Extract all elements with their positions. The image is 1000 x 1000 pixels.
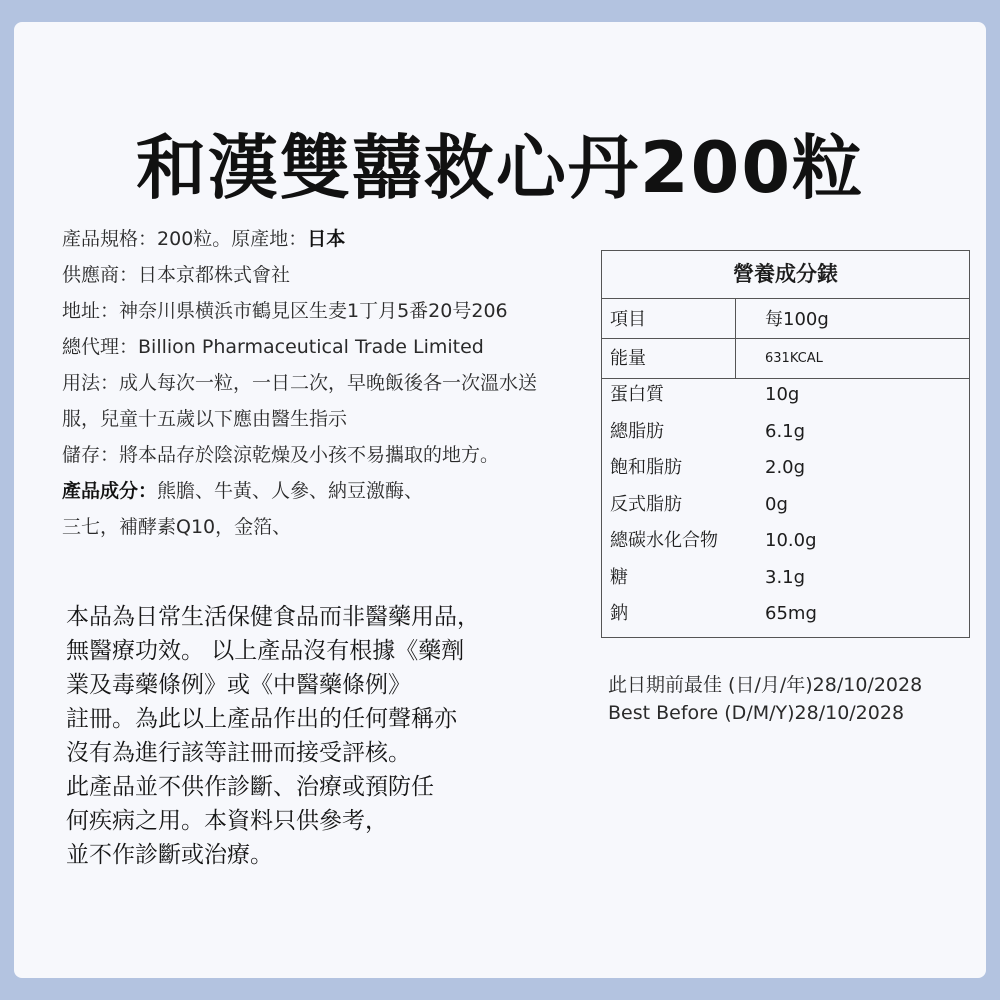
column-per-label: 每100g (765, 309, 829, 330)
nutrient-name: 總碳水化合物 (610, 530, 718, 551)
spec-label: 產品規格： (62, 228, 158, 250)
nutrient-name: 糖 (610, 567, 628, 588)
nutrient-row (602, 560, 969, 596)
address-line: 地址：神奈川県横浜市鶴見区生麦1丁月5番20号206 (62, 300, 508, 322)
best-before-zh: 此日期前最佳 (日/月/年)28/10/2028 (608, 674, 923, 696)
best-before-en: Best Before (D/M/Y)28/10/2028 (608, 702, 905, 724)
nutrient-name: 鈉 (610, 603, 628, 624)
usage-line-1: 用法：成人每次一粒，一日二次，早晚飯後各一次溫水送 (62, 372, 538, 394)
nutrient-row (602, 450, 969, 486)
origin-value: 日本 (307, 228, 346, 250)
disclaimer-line: 並不作診斷或治療。 (66, 842, 273, 868)
agent-line: 總代理：Billion Pharmaceutical Trade Limited (62, 336, 484, 358)
column-item-label: 項目 (610, 309, 646, 330)
nutrient-row (602, 377, 969, 413)
usage-line-2: 服，兒童十五歲以下應由醫生指示 (62, 408, 348, 430)
nutrient-name: 總脂肪 (610, 421, 664, 442)
product-title: 和漢雙囍救心丹200粒 (135, 127, 865, 209)
nutrient-value: 65mg (765, 603, 817, 624)
disclaimer-line: 何疾病之用。本資料只供參考， (66, 808, 388, 834)
row-divider (602, 338, 969, 339)
energy-row (602, 341, 969, 377)
supplier-line: 供應商：日本京都株式會社 (62, 264, 291, 286)
nutrient-row (602, 523, 969, 559)
spec-value: 200粒。原產地： (157, 228, 308, 250)
nutrient-value: 10.0g (765, 530, 817, 551)
disclaimer-line: 此產品並不供作診斷、治療或預防任 (66, 774, 434, 800)
disclaimer-line: 註冊。為此以上產品作出的任何聲稱亦 (66, 706, 457, 732)
spec-line (62, 224, 345, 251)
nutrient-row (602, 414, 969, 450)
disclaimer (66, 600, 546, 872)
nutrient-value: 10g (765, 384, 800, 405)
energy-label: 能量 (610, 348, 646, 369)
disclaimer-line: 無醫療功效。 以上產品沒有根據《藥劑 (66, 638, 465, 664)
ingredients-line-2: 三七，補酵素Q10，金箔、 (62, 516, 292, 538)
nutrient-name: 反式脂肪 (610, 494, 682, 515)
nutrient-row (602, 487, 969, 523)
ingredients-label: 產品成分： (62, 480, 158, 502)
energy-value: 631KCAL (765, 351, 823, 366)
disclaimer-line: 沒有為進行該等註冊而接受評核。 (66, 740, 411, 766)
storage-line: 儲存：將本品存於陰涼乾燥及小孩不易攜取的地方。 (62, 444, 500, 466)
ingredients-line-1 (62, 476, 423, 503)
nutrition-header-row (602, 302, 969, 338)
nutrient-value: 0g (765, 494, 788, 515)
nutrition-table (601, 250, 970, 638)
nutrient-name: 蛋白質 (610, 384, 664, 405)
nutrient-value: 3.1g (765, 567, 806, 588)
nutrient-value: 6.1g (765, 421, 806, 442)
ingredients-value-1: 熊膽、牛黃、人參、納豆激酶、 (157, 480, 424, 502)
nutrition-heading: 營養成分錶 (602, 251, 969, 299)
disclaimer-line: 業及毒藥條例》或《中醫藥條例》 (66, 672, 411, 698)
nutrient-row (602, 596, 969, 632)
nutrient-name: 飽和脂肪 (610, 457, 682, 478)
nutrient-value: 2.0g (765, 457, 806, 478)
disclaimer-line: 本品為日常生活保健食品而非醫藥用品， (66, 604, 480, 630)
